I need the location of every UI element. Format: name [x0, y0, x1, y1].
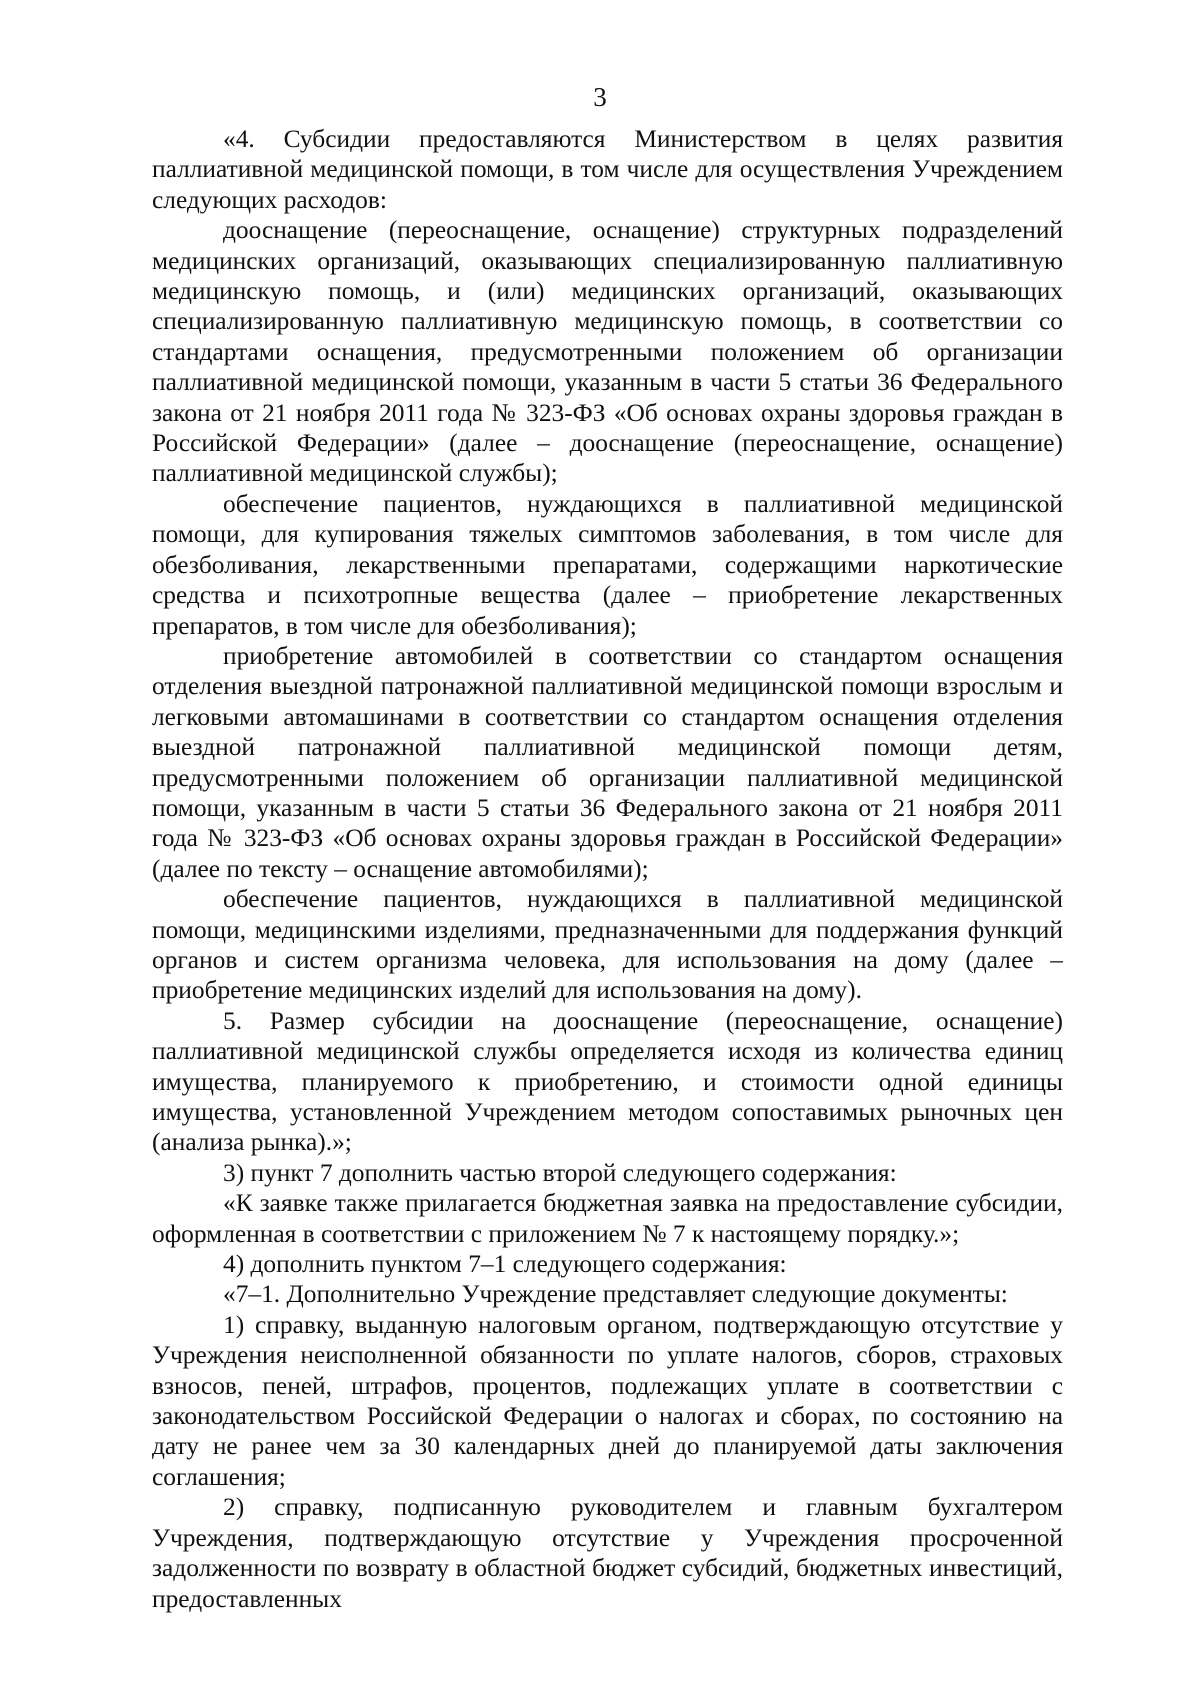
document-body	[152, 124, 1063, 1614]
paragraph-medical-devices: обеспечение пациентов, нуждающихся в паллиативной медицинской помощи, медицинскими изделиями, предназначенными для поддержания функций органов и систем организма человека, для использования на дому (далее – приобретение медицинских изделий для использования на дому).	[152, 885, 1063, 1005]
paragraph-tax-certificate: 1) справку, выданную налоговым органом, подтверждающую отсутствие у Учреждения неисполненной обязанности по уплате налогов, сборов, страховых взносов, пеней, штрафов, процентов, подлежащих уплате в соответствии с законодательством Российской Федерации о налогах и сборах, по состоянию на дату не ранее чем за 30 календарных дней до планируемой даты заключения соглашения;	[152, 1310, 1063, 1491]
paragraph-medicines: обеспечение пациентов, нуждающихся в паллиативной медицинской помощи, для купирования тяжелых симптомов заболевания, в том числе для обезболивания, лекарственными препаратами, содержащими наркотические средства и психотропные вещества (далее – приобретение лекарственных препаратов, в том числе для обезболивания);	[152, 489, 1063, 640]
paragraph-subsidy-amount: 5. Размер субсидии на дооснащение (переоснащение, оснащение) паллиативной медицинской службы определяется исходя из количества единиц имущества, планируемого к приобретению, и стоимости одной единицы имущества, установленной Учреждением методом сопоставимых рыночных цен (анализа рынка).»;	[152, 1006, 1063, 1157]
paragraph-additional-documents: «7–1. Дополнительно Учреждение представляет следующие документы:	[223, 1280, 1008, 1309]
paragraph-equipment: дооснащение (переоснащение, оснащение) структурных подразделений медицинских организаций, оказывающих специализированную паллиативную медицинскую помощь, и (или) медицинских организаций, оказывающих специализированную паллиативную медицинскую помощь, в соответствии со стандартами оснащения, предусмотренными положением об организации паллиативной медицинской помощи, указанным в части 5 статьи 36 Федерального закона от 21 ноября 2011 года № 323-ФЗ «Об основах охраны здоровья граждан в Российской Федерации» (далее – дооснащение (переоснащение, оснащение) паллиативной медицинской службы);	[152, 216, 1063, 488]
page-number: 3	[593, 82, 607, 112]
paragraph-item-4: 4) дополнить пунктом 7–1 следующего содержания:	[223, 1250, 787, 1279]
paragraph-subsidy-purpose: «4. Субсидии предоставляются Министерством в целях развития паллиативной медицинской помощи, в том числе для осуществления Учреждением следующих расходов:	[152, 125, 1063, 214]
paragraph-budget-application: «К заявке также прилагается бюджетная заявка на предоставление субсидии, оформленная в соответствии с приложением № 7 к настоящему порядку.»;	[152, 1189, 1063, 1248]
paragraph-item-3: 3) пункт 7 дополнить частью второй следующего содержания:	[223, 1158, 897, 1187]
paragraph-vehicles: приобретение автомобилей в соответствии со стандартом оснащения отделения выездной патронажной паллиативной медицинской помощи взрослым и легковыми автомашинами в соответствии со стандартом оснащения отделения выездной патронажной паллиативной медицинской помощи детям, предусмотренными положением об организации паллиативной медицинской помощи, указанным в части 5 статьи 36 Федерального закона от 21 ноября 2011 года № 323-ФЗ «Об основах охраны здоровья граждан в Российской Федерации» (далее по тексту – оснащение автомобилями);	[152, 641, 1063, 883]
paragraph-debt-certificate: 2) справку, подписанную руководителем и главным бухгалтером Учреждения, подтверждающую отсутствие у Учреждения просроченной задолженности по возврату в областной бюджет субсидий, бюджетных инвестиций, предоставленных	[152, 1493, 1063, 1613]
